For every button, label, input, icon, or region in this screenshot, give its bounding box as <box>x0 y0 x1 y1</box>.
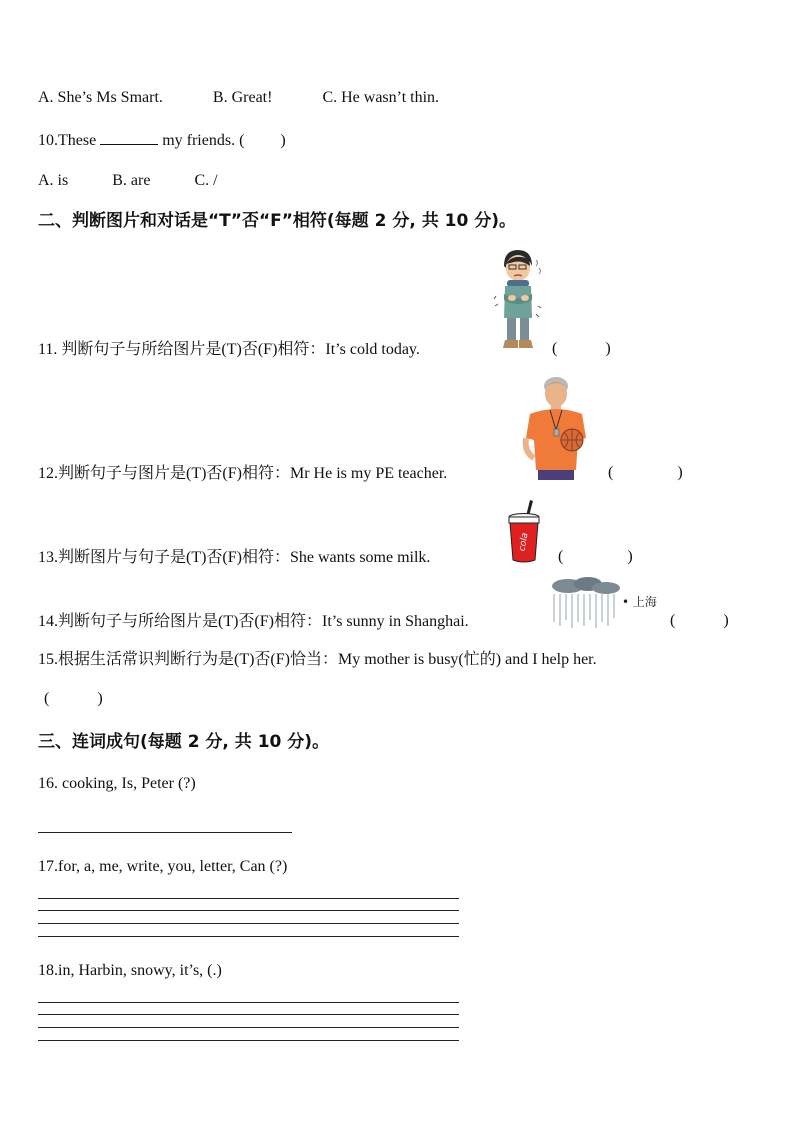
q10-option-a[interactable]: A. is <box>38 172 69 189</box>
q9-option-c[interactable]: C. He wasn’t thin. <box>322 89 440 106</box>
q14-answer-box[interactable]: ( ) <box>670 612 729 629</box>
q14-text: 14.判断句子与所给图片是(T)否(F)相符：It’s sunny in Shanghai. <box>38 613 469 630</box>
section-2-heading: 二、判断图片和对话是“T”否“F”相符(每题 2 分, 共 10 分)。 <box>38 211 516 231</box>
q10-suffix: my friends. ( <box>162 132 245 149</box>
q12-answer-box[interactable]: ( ) <box>608 464 683 481</box>
q17-answer-line-3[interactable] <box>38 923 459 924</box>
q15-answer-box[interactable]: ( ) <box>44 690 103 707</box>
cup-brand-label: cola <box>517 532 531 552</box>
q18-answer-line-2[interactable] <box>38 1014 459 1015</box>
q10-question <box>38 130 286 151</box>
q17-answer-line-4[interactable] <box>38 936 459 937</box>
q10-options <box>38 171 218 191</box>
q13-answer-box[interactable]: ( ) <box>558 548 633 565</box>
section-3-heading: 三、连词成句(每题 2 分, 共 10 分)。 <box>38 732 330 752</box>
q11-text: 11. 判断句子与所给图片是(T)否(F)相符：It’s cold today. <box>38 341 420 358</box>
q10-option-b[interactable]: B. are <box>112 172 151 189</box>
q9-options <box>38 88 439 108</box>
q10-option-c[interactable]: C. / <box>194 172 218 189</box>
q9-option-b[interactable]: B. Great! <box>212 89 273 106</box>
q9-option-a[interactable]: A. She’s Ms Smart. <box>38 89 163 106</box>
cola-cup-picture <box>506 500 542 564</box>
q10-blank[interactable] <box>100 130 158 145</box>
pe-teacher-picture <box>520 374 600 480</box>
q15-text: 15.根据生活常识判断行为是(T)否(F)恰当：My mother is busy(忙的) and I help her. <box>38 651 597 668</box>
cold-boy-picture <box>492 246 544 356</box>
q17-text: 17.for, a, me, write, you, letter, Can (?) <box>38 858 288 875</box>
q18-answer-line-1[interactable] <box>38 1002 459 1003</box>
shanghai-map-label: • 上海 <box>622 595 657 609</box>
q18-answer-line-3[interactable] <box>38 1027 459 1028</box>
q13-text: 13.判断图片与句子是(T)否(F)相符：She wants some milk. <box>38 549 431 566</box>
q17-answer-line-2[interactable] <box>38 910 459 911</box>
q16-answer-line[interactable] <box>38 832 292 833</box>
q10-close: ) <box>280 132 286 149</box>
rainy-weather-picture <box>548 576 666 630</box>
q18-answer-line-4[interactable] <box>38 1040 459 1041</box>
q12-text: 12.判断句子与图片是(T)否(F)相符：Mr He is my PE teacher. <box>38 465 448 482</box>
q18-text: 18.in, Harbin, snowy, it’s, (.) <box>38 962 222 979</box>
q17-answer-line-1[interactable] <box>38 898 459 899</box>
q16-text: 16. cooking, Is, Peter (?) <box>38 775 196 792</box>
q11-answer-box[interactable]: ( ) <box>552 340 611 357</box>
q10-prefix: 10.These <box>38 132 97 149</box>
